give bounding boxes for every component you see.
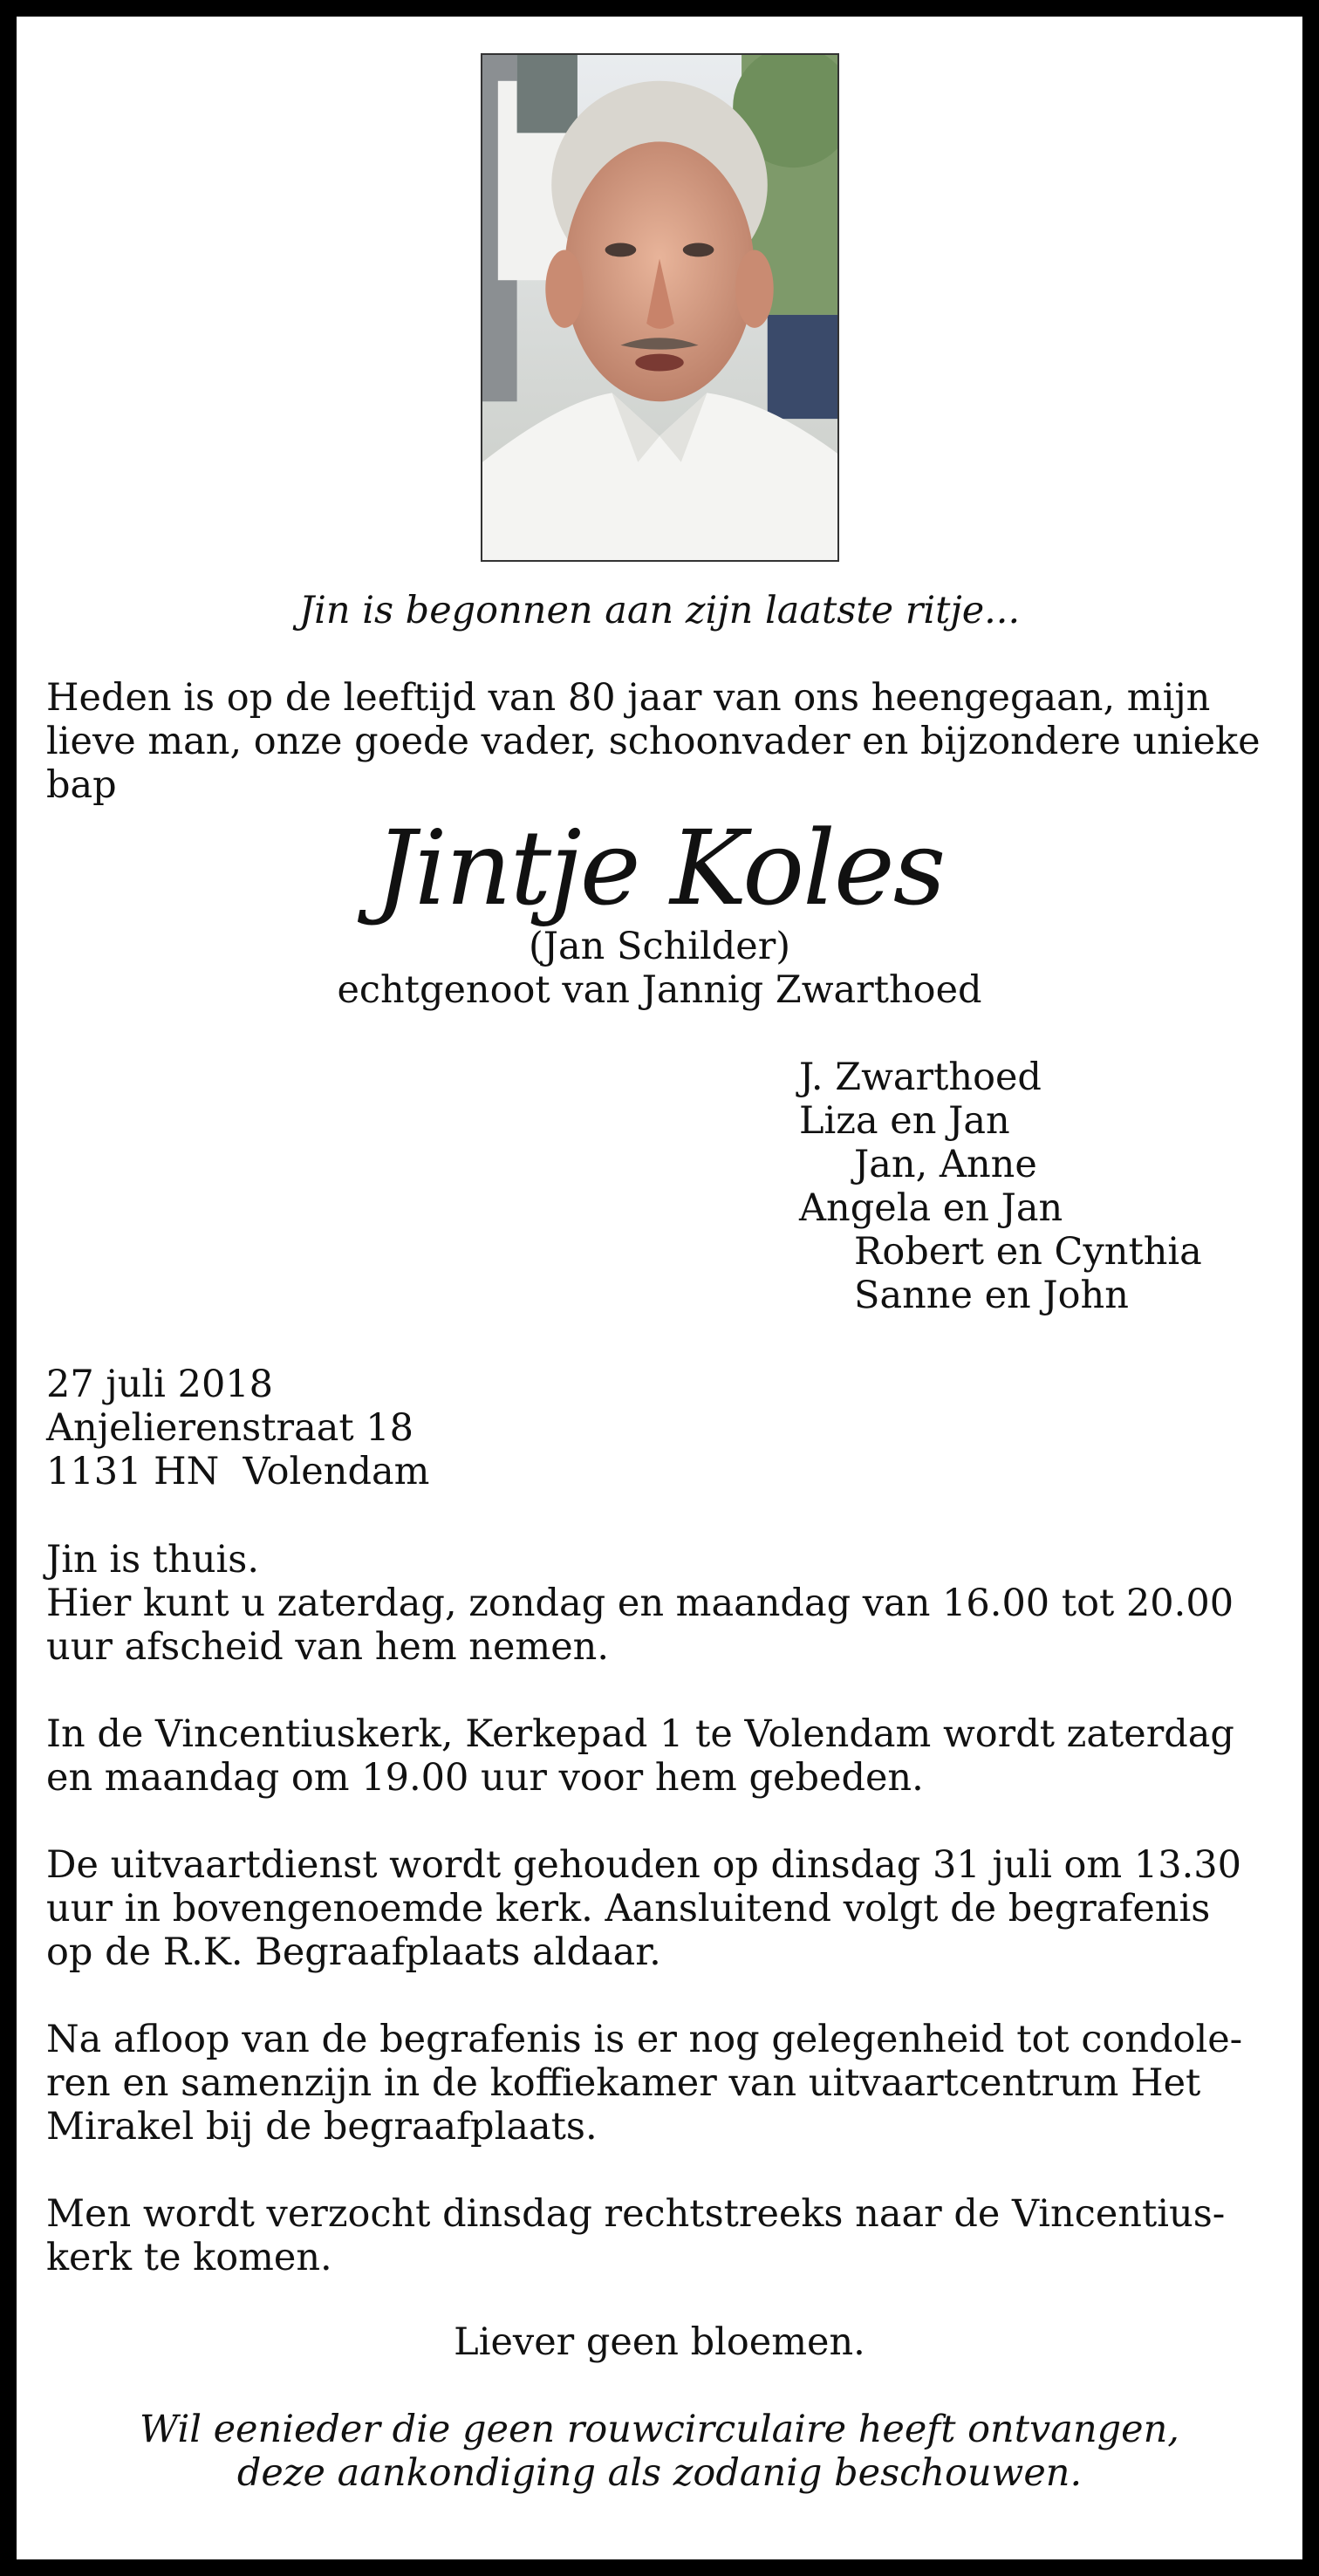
family-member: Angela en Jan — [799, 1186, 1063, 1230]
deceased-nickname: (Jan Schilder) — [528, 925, 791, 968]
paragraph-line: op de R.K. Begraafplaats aldaar. — [46, 1930, 661, 1974]
family-member: Robert en Cynthia — [854, 1230, 1202, 1274]
address-block — [46, 1363, 429, 1493]
paragraph-line: In de Vincentiuskerk, Kerkepad 1 te Volendam wordt zaterdag — [46, 1712, 1234, 1756]
city: 1131 HN Volendam — [46, 1450, 430, 1493]
announcement-line: lieve man, onze goede vader, schoonvader en bijzondere unieke — [46, 720, 1261, 763]
spouse-line: echtgenoot van Jannig Zwarthoed — [337, 968, 982, 1012]
paragraph-service — [46, 1843, 1272, 1974]
paragraph-line: en maandag om 19.00 uur voor hem gebeden. — [46, 1756, 924, 1800]
announcement-text — [46, 676, 1272, 807]
paragraph-line: kerk te komen. — [46, 2236, 332, 2279]
announcement-line: bap — [46, 763, 117, 807]
portrait-photo-icon — [482, 55, 837, 560]
family-member: Liza en Jan — [799, 1099, 1010, 1143]
announcement-line: Heden is op de leeftijd van 80 jaar van ons heengegaan, mijn — [46, 676, 1211, 720]
street: Anjelierenstraat 18 — [46, 1406, 414, 1450]
paragraph-line: uur afscheid van hem nemen. — [46, 1625, 609, 1669]
paragraph-line: Na afloop van de begrafenis is er nog gelegenheid tot condole- — [46, 2018, 1243, 2061]
portrait-photo — [481, 53, 839, 562]
paragraph-line: ren en samenzijn in de koffiekamer van uitvaartcentrum Het — [46, 2061, 1201, 2105]
paragraph-line: Men wordt verzocht dinsdag rechtstreeks naar de Vincentius- — [46, 2192, 1226, 2236]
family-member: Sanne en John — [854, 1274, 1129, 1317]
paragraph-prayer — [46, 1712, 1272, 1800]
deceased-name: Jintje Koles — [374, 808, 945, 928]
paragraph-line: De uitvaartdienst wordt gehouden op dinsdag 31 juli om 13.30 — [46, 1843, 1241, 1887]
paragraph-condolence — [46, 2018, 1272, 2149]
family-member: J. Zwarthoed — [799, 1056, 1042, 1099]
paragraph-line: Jin is thuis. — [46, 1538, 259, 1582]
closing-line: deze aankondiging als zodanig beschouwen. — [236, 2451, 1083, 2495]
paragraph-visitation — [46, 1538, 1272, 1669]
family-member: Jan, Anne — [854, 1143, 1037, 1186]
paragraph-line: Hier kunt u zaterdag, zondag en maandag van 16.00 tot 20.00 — [46, 1582, 1234, 1625]
closing-line: Wil eenieder die geen rouwcirculaire heeft ontvangen, — [140, 2408, 1179, 2451]
no-flowers: Liever geen bloemen. — [454, 2320, 865, 2364]
intro-quote: Jin is begonnen aan zijn laatste ritje... — [298, 589, 1021, 632]
date: 27 juli 2018 — [46, 1363, 274, 1406]
paragraph-line: uur in bovengenoemde kerk. Aansluitend volgt de begrafenis — [46, 1887, 1211, 1930]
family-list — [799, 1056, 1202, 1317]
paragraph-directions — [46, 2192, 1272, 2279]
paragraph-line: Mirakel bij de begraafplaats. — [46, 2105, 598, 2149]
